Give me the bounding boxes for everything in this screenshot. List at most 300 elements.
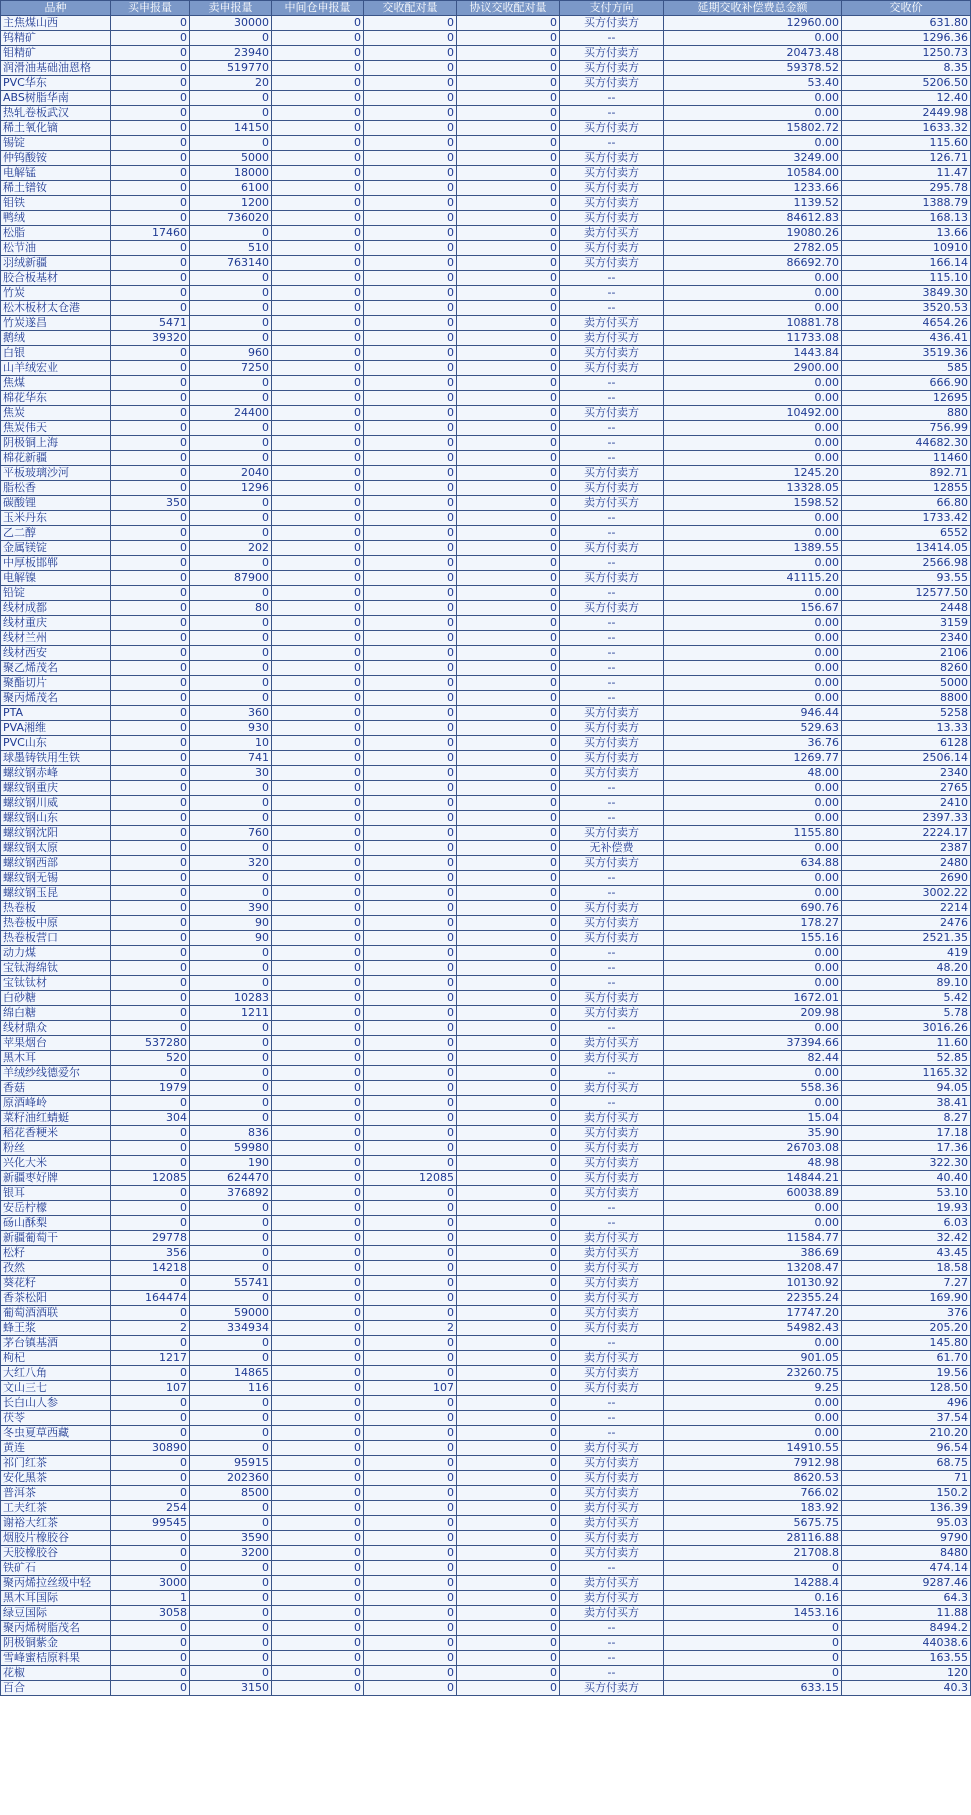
agreement-match-cell: 0 [457,91,560,106]
delivery-price-cell: 4654.26 [842,316,971,331]
table-row [1,1546,971,1561]
compensation-total-cell: 0.00 [664,1021,842,1036]
delivery-price-cell: 13.33 [842,721,971,736]
agreement-match-cell: 0 [457,151,560,166]
agreement-match-cell: 0 [457,1651,560,1666]
commodity-cell: 松脂 [1,226,111,241]
sell-quantity-cell: 0 [190,976,272,991]
table-row [1,1411,971,1426]
table-row [1,631,971,646]
buy-quantity-cell: 0 [111,601,190,616]
middle-warehouse-cell: 0 [272,1036,364,1051]
agreement-match-cell: 0 [457,1261,560,1276]
delivery-match-cell: 0 [364,871,457,886]
buy-quantity-cell: 0 [111,766,190,781]
middle-warehouse-cell: 0 [272,316,364,331]
delivery-match-cell: 0 [364,991,457,1006]
sell-quantity-cell: 760 [190,826,272,841]
middle-warehouse-cell: 0 [272,736,364,751]
delivery-price-cell: 6128 [842,736,971,751]
table-row [1,1531,971,1546]
delivery-price-cell: 38.41 [842,1096,971,1111]
delivery-price-cell: 95.03 [842,1516,971,1531]
sell-quantity-cell: 0 [190,1561,272,1576]
compensation-total-cell: 0.00 [664,271,842,286]
delivery-price-cell: 2690 [842,871,971,886]
sell-quantity-cell: 0 [190,1261,272,1276]
sell-quantity-cell: 763140 [190,256,272,271]
table-row [1,166,971,181]
delivery-price-cell: 5.78 [842,1006,971,1021]
delivery-price-cell: 43.45 [842,1246,971,1261]
buy-quantity-cell: 304 [111,1111,190,1126]
compensation-total-cell: 156.67 [664,601,842,616]
delivery-price-cell: 120 [842,1666,971,1681]
compensation-total-cell: 0.00 [664,586,842,601]
commodity-cell: 天胶橡胶谷 [1,1546,111,1561]
agreement-match-cell: 0 [457,586,560,601]
payment-direction-cell: 卖方付买方 [560,1351,664,1366]
delivery-price-cell: 96.54 [842,1441,971,1456]
commodity-cell: 绿豆国际 [1,1606,111,1621]
delivery-price-cell: 8480 [842,1546,971,1561]
middle-warehouse-cell: 0 [272,241,364,256]
delivery-match-cell: 0 [364,931,457,946]
delivery-match-cell: 0 [364,1666,457,1681]
sell-quantity-cell: 30 [190,766,272,781]
sell-quantity-cell: 87900 [190,571,272,586]
sell-quantity-cell: 90 [190,931,272,946]
buy-quantity-cell: 0 [111,811,190,826]
header-delivery-price: 交收价 [842,1,971,16]
commodity-cell: 兴化大米 [1,1156,111,1171]
compensation-total-cell: 0.00 [664,946,842,961]
sell-quantity-cell: 1211 [190,1006,272,1021]
agreement-match-cell: 0 [457,916,560,931]
buy-quantity-cell: 0 [111,271,190,286]
delivery-match-cell: 0 [364,736,457,751]
payment-direction-cell: 买方付卖方 [560,1381,664,1396]
table-row [1,871,971,886]
table-row [1,1621,971,1636]
sell-quantity-cell: 59980 [190,1141,272,1156]
buy-quantity-cell: 0 [111,61,190,76]
delivery-price-cell: 11.60 [842,1036,971,1051]
middle-warehouse-cell: 0 [272,46,364,61]
delivery-match-cell: 0 [364,166,457,181]
buy-quantity-cell: 0 [111,466,190,481]
delivery-match-cell: 0 [364,376,457,391]
delivery-price-cell: 756.99 [842,421,971,436]
delivery-match-cell: 0 [364,976,457,991]
delivery-match-cell: 0 [364,691,457,706]
delivery-price-cell: 115.60 [842,136,971,151]
agreement-match-cell: 0 [457,226,560,241]
agreement-match-cell: 0 [457,421,560,436]
compensation-total-cell: 13328.05 [664,481,842,496]
delivery-match-cell: 0 [364,361,457,376]
commodity-cell: 碳酸锂 [1,496,111,511]
table-row [1,406,971,421]
agreement-match-cell: 0 [457,1231,560,1246]
payment-direction-cell: -- [560,511,664,526]
agreement-match-cell: 0 [457,121,560,136]
compensation-total-cell: 558.36 [664,1081,842,1096]
delivery-price-cell: 13414.05 [842,541,971,556]
commodity-cell: 中厚板邯郸 [1,556,111,571]
compensation-total-cell: 0.00 [664,1216,842,1231]
sell-quantity-cell: 0 [190,436,272,451]
compensation-total-cell: 946.44 [664,706,842,721]
sell-quantity-cell: 519770 [190,61,272,76]
delivery-match-cell: 0 [364,586,457,601]
table-row [1,481,971,496]
compensation-total-cell: 26703.08 [664,1141,842,1156]
delivery-match-cell: 0 [364,676,457,691]
delivery-price-cell: 2521.35 [842,931,971,946]
agreement-match-cell: 0 [457,466,560,481]
table-row [1,976,971,991]
middle-warehouse-cell: 0 [272,961,364,976]
commodity-cell: 宝钛钛材 [1,976,111,991]
sell-quantity-cell: 0 [190,871,272,886]
header-agreement-match-quantity: 协议交收配对量 [457,1,560,16]
compensation-total-cell: 82.44 [664,1051,842,1066]
compensation-total-cell: 22355.24 [664,1291,842,1306]
payment-direction-cell: -- [560,436,664,451]
table-row [1,1351,971,1366]
payment-direction-cell: -- [560,886,664,901]
compensation-total-cell: 41115.20 [664,571,842,586]
compensation-total-cell: 20473.48 [664,46,842,61]
delivery-price-cell: 44682.30 [842,436,971,451]
delivery-match-cell: 0 [364,556,457,571]
middle-warehouse-cell: 0 [272,76,364,91]
agreement-match-cell: 0 [457,76,560,91]
delivery-match-cell: 0 [364,331,457,346]
commodity-cell: 枸杞 [1,1351,111,1366]
commodity-cell: 文山三七 [1,1381,111,1396]
payment-direction-cell: -- [560,1336,664,1351]
buy-quantity-cell: 0 [111,751,190,766]
middle-warehouse-cell: 0 [272,151,364,166]
middle-warehouse-cell: 0 [272,481,364,496]
buy-quantity-cell: 0 [111,511,190,526]
agreement-match-cell: 0 [457,1516,560,1531]
compensation-total-cell: 0.00 [664,676,842,691]
delivery-match-cell: 0 [364,1006,457,1021]
sell-quantity-cell: 0 [190,271,272,286]
agreement-match-cell: 0 [457,1546,560,1561]
buy-quantity-cell: 0 [111,961,190,976]
middle-warehouse-cell: 0 [272,1306,364,1321]
compensation-total-cell: 178.27 [664,916,842,931]
buy-quantity-cell: 0 [111,826,190,841]
table-row [1,901,971,916]
agreement-match-cell: 0 [457,511,560,526]
compensation-total-cell: 1155.80 [664,826,842,841]
agreement-match-cell: 0 [457,1501,560,1516]
commodity-cell: 冬虫夏草西藏 [1,1426,111,1441]
delivery-price-cell: 2765 [842,781,971,796]
sell-quantity-cell: 0 [190,1666,272,1681]
delivery-match-cell: 0 [364,196,457,211]
middle-warehouse-cell: 0 [272,1111,364,1126]
agreement-match-cell: 0 [457,1681,560,1696]
sell-quantity-cell: 0 [190,1396,272,1411]
sell-quantity-cell: 20 [190,76,272,91]
agreement-match-cell: 0 [457,1021,560,1036]
sell-quantity-cell: 0 [190,646,272,661]
agreement-match-cell: 0 [457,1576,560,1591]
sell-quantity-cell: 8500 [190,1486,272,1501]
middle-warehouse-cell: 0 [272,541,364,556]
sell-quantity-cell: 334934 [190,1321,272,1336]
delivery-match-cell: 0 [364,391,457,406]
commodity-cell: 线材重庆 [1,616,111,631]
sell-quantity-cell: 10283 [190,991,272,1006]
table-row [1,1651,971,1666]
table-row [1,1201,971,1216]
buy-quantity-cell: 0 [111,361,190,376]
table-row [1,796,971,811]
delivery-price-cell: 3849.30 [842,286,971,301]
delivery-price-cell: 89.10 [842,976,971,991]
agreement-match-cell: 0 [457,766,560,781]
buy-quantity-cell: 0 [111,1366,190,1381]
buy-quantity-cell: 0 [111,286,190,301]
commodity-cell: 螺纹钢川威 [1,796,111,811]
middle-warehouse-cell: 0 [272,286,364,301]
delivery-match-cell: 0 [364,1156,457,1171]
buy-quantity-cell: 3058 [111,1606,190,1621]
delivery-price-cell: 6552 [842,526,971,541]
commodity-cell: 聚丙烯树脂茂名 [1,1621,111,1636]
agreement-match-cell: 0 [457,871,560,886]
buy-quantity-cell: 0 [111,1486,190,1501]
buy-quantity-cell: 0 [111,691,190,706]
table-row [1,136,971,151]
buy-quantity-cell: 29778 [111,1231,190,1246]
commodity-cell: 黄连 [1,1441,111,1456]
commodity-cell: 新疆葡萄干 [1,1231,111,1246]
buy-quantity-cell: 520 [111,1051,190,1066]
buy-quantity-cell: 0 [111,586,190,601]
agreement-match-cell: 0 [457,601,560,616]
buy-quantity-cell: 0 [111,721,190,736]
compensation-total-cell: 386.69 [664,1246,842,1261]
commodity-cell: 主焦煤山西 [1,16,111,31]
compensation-total-cell: 0.00 [664,301,842,316]
middle-warehouse-cell: 0 [272,121,364,136]
commodity-cell: 茯苓 [1,1411,111,1426]
middle-warehouse-cell: 0 [272,1051,364,1066]
buy-quantity-cell: 0 [111,1096,190,1111]
agreement-match-cell: 0 [457,1336,560,1351]
middle-warehouse-cell: 0 [272,1456,364,1471]
header-middle-warehouse-quantity: 中间仓申报量 [272,1,364,16]
delivery-price-cell: 1165.32 [842,1066,971,1081]
payment-direction-cell: 买方付卖方 [560,1486,664,1501]
payment-direction-cell: 卖方付买方 [560,1591,664,1606]
agreement-match-cell: 0 [457,286,560,301]
commodity-cell: 聚乙烯茂名 [1,661,111,676]
middle-warehouse-cell: 0 [272,1381,364,1396]
payment-direction-cell: -- [560,376,664,391]
table-row [1,1486,971,1501]
commodity-cell: 羽绒新疆 [1,256,111,271]
commodity-cell: 稀土氧化镝 [1,121,111,136]
table-row [1,1021,971,1036]
delivery-match-cell: 0 [364,1276,457,1291]
table-row [1,301,971,316]
buy-quantity-cell: 0 [111,76,190,91]
middle-warehouse-cell: 0 [272,1246,364,1261]
middle-warehouse-cell: 0 [272,1081,364,1096]
middle-warehouse-cell: 0 [272,1471,364,1486]
sell-quantity-cell: 0 [190,1501,272,1516]
payment-direction-cell: -- [560,1066,664,1081]
delivery-price-cell: 150.2 [842,1486,971,1501]
delivery-price-cell: 128.50 [842,1381,971,1396]
commodity-cell: PVC华东 [1,76,111,91]
buy-quantity-cell: 3000 [111,1576,190,1591]
payment-direction-cell: 买方付卖方 [560,361,664,376]
agreement-match-cell: 0 [457,31,560,46]
agreement-match-cell: 0 [457,136,560,151]
delivery-match-cell: 0 [364,481,457,496]
delivery-match-cell: 0 [364,721,457,736]
table-row [1,1591,971,1606]
compensation-total-cell: 1453.16 [664,1606,842,1621]
payment-direction-cell: 买方付卖方 [560,1456,664,1471]
delivery-match-cell: 0 [364,1591,457,1606]
payment-direction-cell: 买方付卖方 [560,1186,664,1201]
delivery-match-cell: 0 [364,661,457,676]
delivery-price-cell: 71 [842,1471,971,1486]
table-row [1,181,971,196]
payment-direction-cell: -- [560,391,664,406]
commodity-cell: 热轧卷板武汉 [1,106,111,121]
commodity-cell: 松籽 [1,1246,111,1261]
compensation-total-cell: 0.00 [664,511,842,526]
compensation-total-cell: 1672.01 [664,991,842,1006]
payment-direction-cell: -- [560,31,664,46]
sell-quantity-cell: 0 [190,1621,272,1636]
buy-quantity-cell: 0 [111,646,190,661]
delivery-price-cell: 666.90 [842,376,971,391]
payment-direction-cell: 买方付卖方 [560,766,664,781]
compensation-total-cell: 1139.52 [664,196,842,211]
delivery-match-cell: 0 [364,1486,457,1501]
agreement-match-cell: 0 [457,1666,560,1681]
agreement-match-cell: 0 [457,1411,560,1426]
table-row [1,151,971,166]
table-row [1,466,971,481]
middle-warehouse-cell: 0 [272,871,364,886]
commodity-cell: 线材成都 [1,601,111,616]
delivery-price-cell: 8.27 [842,1111,971,1126]
delivery-price-cell: 126.71 [842,151,971,166]
middle-warehouse-cell: 0 [272,1681,364,1696]
payment-direction-cell: 买方付卖方 [560,1006,664,1021]
commodity-cell: PVA湘维 [1,721,111,736]
agreement-match-cell: 0 [457,976,560,991]
middle-warehouse-cell: 0 [272,781,364,796]
commodity-cell: 鹅绒 [1,331,111,346]
payment-direction-cell: 卖方付买方 [560,1036,664,1051]
delivery-price-cell: 163.55 [842,1651,971,1666]
compensation-total-cell: 10584.00 [664,166,842,181]
middle-warehouse-cell: 0 [272,1231,364,1246]
payment-direction-cell: -- [560,1411,664,1426]
compensation-total-cell: 0.00 [664,1426,842,1441]
agreement-match-cell: 0 [457,346,560,361]
sell-quantity-cell: 0 [190,691,272,706]
sell-quantity-cell: 0 [190,1516,272,1531]
delivery-match-cell: 0 [364,211,457,226]
sell-quantity-cell: 0 [190,781,272,796]
delivery-match-cell: 0 [364,631,457,646]
payment-direction-cell: 买方付卖方 [560,166,664,181]
table-row [1,886,971,901]
middle-warehouse-cell: 0 [272,166,364,181]
middle-warehouse-cell: 0 [272,676,364,691]
delivery-price-cell: 210.20 [842,1426,971,1441]
sell-quantity-cell: 5000 [190,151,272,166]
compensation-total-cell: 19080.26 [664,226,842,241]
delivery-price-cell: 8.35 [842,61,971,76]
table-row [1,931,971,946]
delivery-price-cell: 11.47 [842,166,971,181]
compensation-total-cell: 37394.66 [664,1036,842,1051]
compensation-total-cell: 0.00 [664,106,842,121]
delivery-match-cell: 0 [364,31,457,46]
delivery-price-cell: 8800 [842,691,971,706]
delivery-match-cell: 0 [364,796,457,811]
table-row [1,451,971,466]
delivery-price-cell: 436.41 [842,331,971,346]
buy-quantity-cell: 0 [111,1066,190,1081]
compensation-total-cell: 11733.08 [664,331,842,346]
delivery-price-cell: 94.05 [842,1081,971,1096]
agreement-match-cell: 0 [457,1081,560,1096]
buy-quantity-cell: 0 [111,991,190,1006]
delivery-match-cell: 0 [364,151,457,166]
compensation-total-cell: 28116.88 [664,1531,842,1546]
sell-quantity-cell: 0 [190,1606,272,1621]
middle-warehouse-cell: 0 [272,601,364,616]
commodity-cell: 聚酯切片 [1,676,111,691]
agreement-match-cell: 0 [457,991,560,1006]
compensation-total-cell: 0.00 [664,1396,842,1411]
sell-quantity-cell: 1200 [190,196,272,211]
table-row [1,721,971,736]
agreement-match-cell: 0 [457,391,560,406]
sell-quantity-cell: 0 [190,421,272,436]
delivery-price-cell: 1296.36 [842,31,971,46]
table-row [1,961,971,976]
middle-warehouse-cell: 0 [272,631,364,646]
payment-direction-cell: 卖方付买方 [560,1261,664,1276]
agreement-match-cell: 0 [457,181,560,196]
delivery-price-cell: 6.03 [842,1216,971,1231]
commodity-cell: ABS树脂华南 [1,91,111,106]
table-row [1,1576,971,1591]
delivery-price-cell: 5.42 [842,991,971,1006]
agreement-match-cell: 0 [457,751,560,766]
agreement-match-cell: 0 [457,16,560,31]
